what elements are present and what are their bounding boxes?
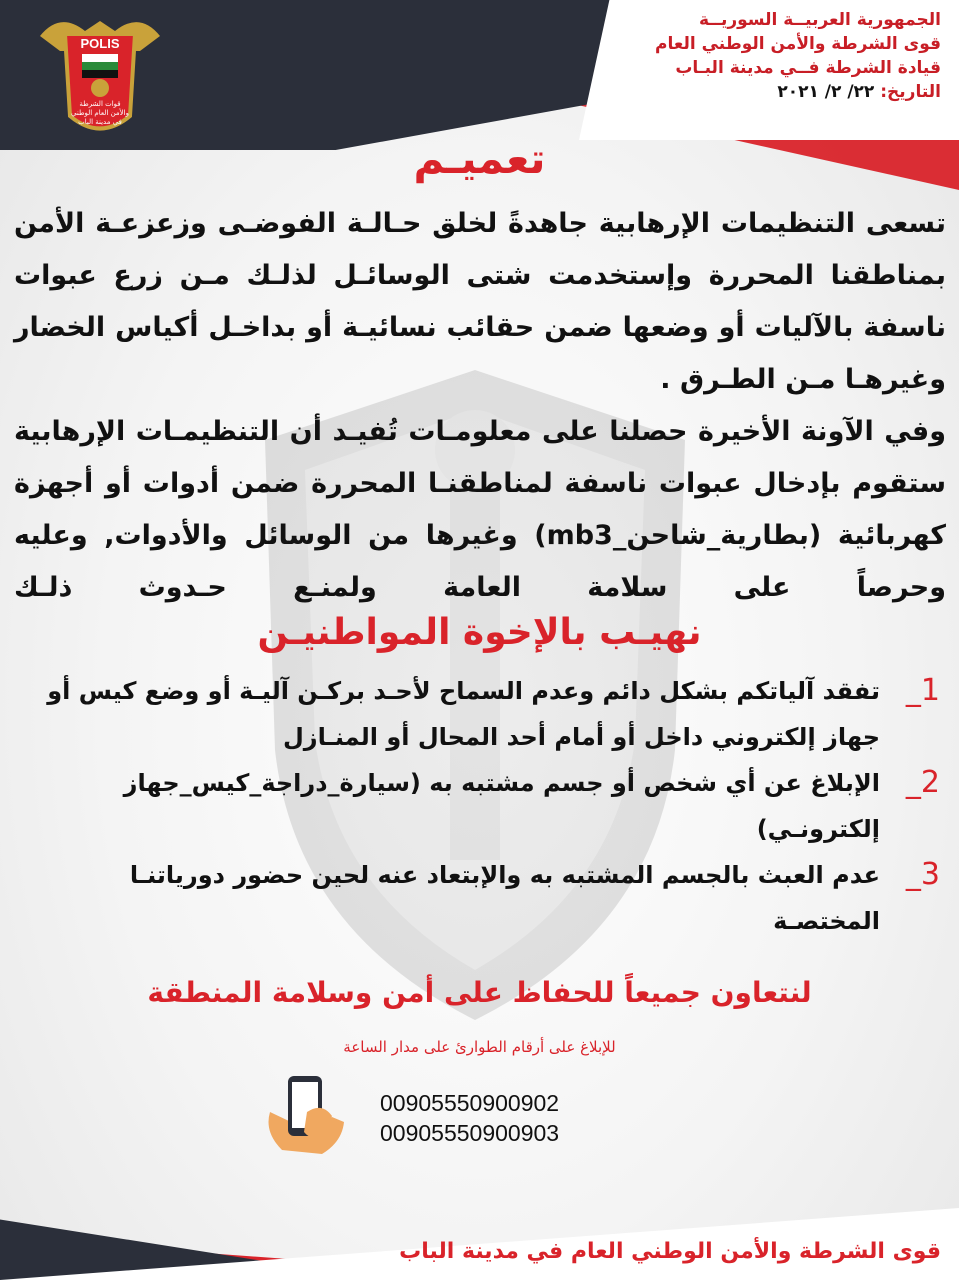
header-line-command: قيادة الشرطة فــي مدينة البـاب	[675, 58, 941, 78]
logo-bottom-text-1: قوات الشرطة	[79, 100, 121, 108]
phone-number-2[interactable]: 00905550900903	[380, 1120, 560, 1146]
appeal-heading: نهيـب بالإخوة المواطنيـن	[257, 612, 702, 653]
date-label: التاريخ:	[880, 82, 941, 102]
footer-text: قوى الشرطة والأمن الوطني العام في مدينة الباب	[399, 1239, 941, 1264]
logo-bottom-text-3: في مدينة الباب	[78, 118, 122, 126]
slogan: لنتعاون جميعاً للحفاظ على أمن وسلامة المنطقة	[147, 976, 812, 1009]
emergency-note: للإبلاغ على أرقام الطوارئ على مدار الساعة	[343, 1038, 616, 1056]
header-date-row	[611, 80, 941, 104]
header-line-forces: قوى الشرطة والأمن الوطني العام	[655, 34, 941, 54]
police-logo	[30, 6, 170, 146]
body-paragraph-2: وفي الآونة الأخيرة حصلنا على معلومـات تُفيـد أن التنظيمـات الإرهابية ستقوم بإدخال عبوات ناسفة لمناطقنـا المحررة ضمن أدوات أو أجهزة كهربائية (بطارية_شاحن_mb3) وغيرها من الوسائل والأدوات, وعليه وحرصاً على سلامة العامة ولمنـع حـدوث ذلـك	[14, 416, 946, 603]
list-item-text: تفقد آلياتكم بشكل دائم وعدم السماح لأحـد بركـن آليـة أو وضع كيس أو جهاز إلكتروني داخل أو أمام أحد المحال أو المنـازل	[47, 677, 880, 751]
header-info	[611, 8, 941, 104]
phone-number-1[interactable]: 00905550900902	[380, 1090, 560, 1116]
list-item-number: 1_	[905, 673, 940, 708]
list-item-text: الإبلاغ عن أي شخص أو جسم مشتبه به (سيارة_دراجة_كيس_جهاز إلكترونـي)	[123, 769, 880, 843]
instructions-list	[40, 668, 940, 944]
body-paragraph-1: تسعى التنظيمات الإرهابية جاهدةً لخلق حـالـة الفوضـى وزعزعـة الأمن بمناطقنا المحررة وإستخدمت شتى الوسائـل لذلـك مـن زرع عبوات ناسفة بالآليات أو وضعها ضمن حقائب نسائيـة أو بداخـل أكياس الخضار وغيرهـا مـن الطـرق .	[14, 208, 946, 395]
list-item	[40, 852, 940, 944]
list-item-number: 3_	[905, 857, 940, 892]
logo-top-text: POLIS	[80, 36, 120, 51]
list-item-number: 2_	[905, 765, 940, 800]
list-item	[40, 668, 940, 760]
body-text	[14, 198, 946, 614]
page-title: تعميـم	[413, 134, 546, 183]
hand-holding-phone-icon	[262, 1072, 350, 1156]
logo-bottom-text-2: والأمن العام الوطني	[71, 109, 129, 117]
header-line-country: الجمهورية العربيــة السوريــة	[699, 10, 941, 30]
list-item	[40, 760, 940, 852]
date-value: ٢٢/ ٢/ ٢٠٢١	[777, 82, 875, 102]
phone-numbers	[380, 1088, 559, 1148]
list-item-text: عدم العبث بالجسم المشتبه به والإبتعاد عنه لحين حضور دورياتنـا المختصـة	[129, 861, 880, 935]
